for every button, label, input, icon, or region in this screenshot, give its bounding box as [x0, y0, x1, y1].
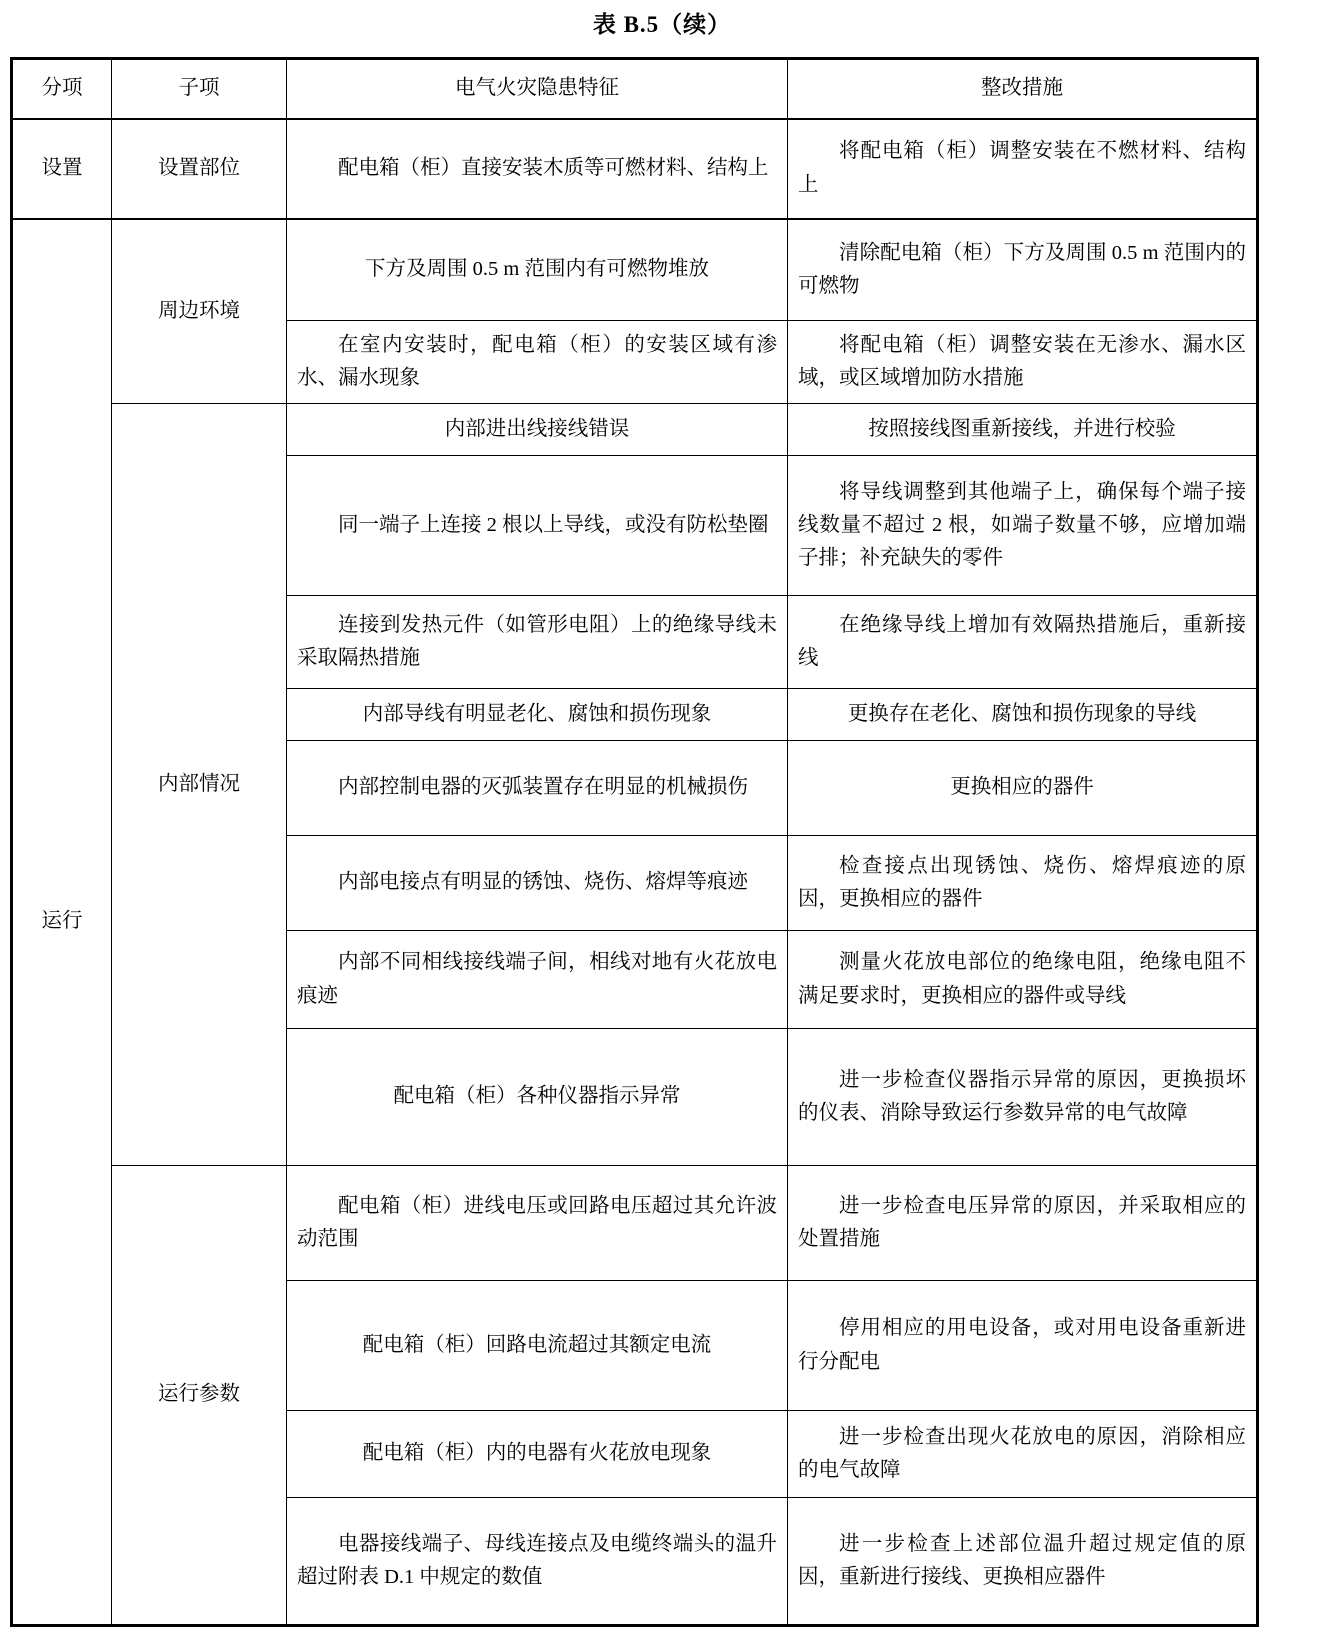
- cell-feature: 同一端子上连接 2 根以上导线，或没有防松垫圈: [287, 456, 788, 596]
- table-row: [12, 119, 1258, 219]
- cell-measure: 清除配电箱（柜）下方及周围 0.5 m 范围内的可燃物: [788, 219, 1258, 321]
- cell-feature: 内部导线有明显老化、腐蚀和损伤现象: [287, 689, 788, 741]
- cell-measure: 将配电箱（柜）调整安装在不燃材料、结构上: [788, 119, 1258, 219]
- table-row: [12, 1166, 1258, 1281]
- cell-measure: 进一步检查仪器指示异常的原因，更换损坏的仪表、消除导致运行参数异常的电气故障: [788, 1029, 1258, 1166]
- hazard-table: [10, 57, 1259, 1627]
- cell-feature: 内部电接点有明显的锈蚀、烧伤、熔焊等痕迹: [287, 836, 788, 931]
- table-row: [12, 404, 1258, 456]
- cell-measure: 按照接线图重新接线，并进行校验: [788, 404, 1258, 456]
- cell-feature: 下方及周围 0.5 m 范围内有可燃物堆放: [287, 219, 788, 321]
- cell-measure: 更换相应的器件: [788, 741, 1258, 836]
- cell-feature: 配电箱（柜）内的电器有火花放电现象: [287, 1411, 788, 1498]
- table-row: [12, 219, 1258, 321]
- cell-measure: 测量火花放电部位的绝缘电阻，绝缘电阻不满足要求时，更换相应的器件或导线: [788, 931, 1258, 1029]
- cell-feature: 内部控制电器的灭弧装置存在明显的机械损伤: [287, 741, 788, 836]
- page-title: 表 B.5（续）: [592, 12, 732, 37]
- cell-feature: 连接到发热元件（如管形电阻）上的绝缘导线未采取隔热措施: [287, 596, 788, 689]
- cell-subitem-yunxingcanshu: 运行参数: [112, 1166, 287, 1626]
- cell-measure: 检查接点出现锈蚀、烧伤、熔焊痕迹的原因，更换相应的器件: [788, 836, 1258, 931]
- cell-measure: 更换存在老化、腐蚀和损伤现象的导线: [788, 689, 1258, 741]
- cell-subitem-shezhibuwei: 设置部位: [112, 119, 287, 219]
- cell-subitem-neibuqingkuang: 内部情况: [112, 404, 287, 1166]
- cell-feature: 配电箱（柜）各种仪器指示异常: [287, 1029, 788, 1166]
- cell-category-shezhi: 设置: [12, 119, 112, 219]
- cell-feature: 电器接线端子、母线连接点及电缆终端头的温升超过附表 D.1 中规定的数值: [287, 1498, 788, 1626]
- cell-feature: 配电箱（柜）回路电流超过其额定电流: [287, 1281, 788, 1411]
- column-header-feature: 电气火灾隐患特征: [287, 59, 788, 119]
- cell-feature: 在室内安装时，配电箱（柜）的安装区域有渗水、漏水现象: [287, 321, 788, 404]
- cell-measure: 进一步检查出现火花放电的原因，消除相应的电气故障: [788, 1411, 1258, 1498]
- cell-feature: 配电箱（柜）进线电压或回路电压超过其允许波动范围: [287, 1166, 788, 1281]
- column-header-measure: 整改措施: [788, 59, 1258, 119]
- cell-feature: 内部不同相线接线端子间，相线对地有火花放电痕迹: [287, 931, 788, 1029]
- cell-measure: 进一步检查上述部位温升超过规定值的原因，重新进行接线、更换相应器件: [788, 1498, 1258, 1626]
- table-header-row: [12, 59, 1258, 119]
- cell-measure: 在绝缘导线上增加有效隔热措施后，重新接线: [788, 596, 1258, 689]
- cell-measure: 停用相应的用电设备，或对用电设备重新进行分配电: [788, 1281, 1258, 1411]
- cell-category-yunxing: 运行: [12, 219, 112, 1626]
- cell-measure: 将配电箱（柜）调整安装在无渗水、漏水区域，或区域增加防水措施: [788, 321, 1258, 404]
- cell-subitem-zhoubianhuanjing: 周边环境: [112, 219, 287, 404]
- cell-feature: 配电箱（柜）直接安装木质等可燃材料、结构上: [287, 119, 788, 219]
- table-container: [10, 57, 1256, 1627]
- cell-feature: 内部进出线接线错误: [287, 404, 788, 456]
- cell-measure: 将导线调整到其他端子上，确保每个端子接线数量不超过 2 根，如端子数量不够，应增加端子排；补充缺失的零件: [788, 456, 1258, 596]
- column-header-subitem: 子项: [112, 59, 287, 119]
- column-header-category: 分项: [12, 59, 112, 119]
- cell-measure: 进一步检查电压异常的原因，并采取相应的处置措施: [788, 1166, 1258, 1281]
